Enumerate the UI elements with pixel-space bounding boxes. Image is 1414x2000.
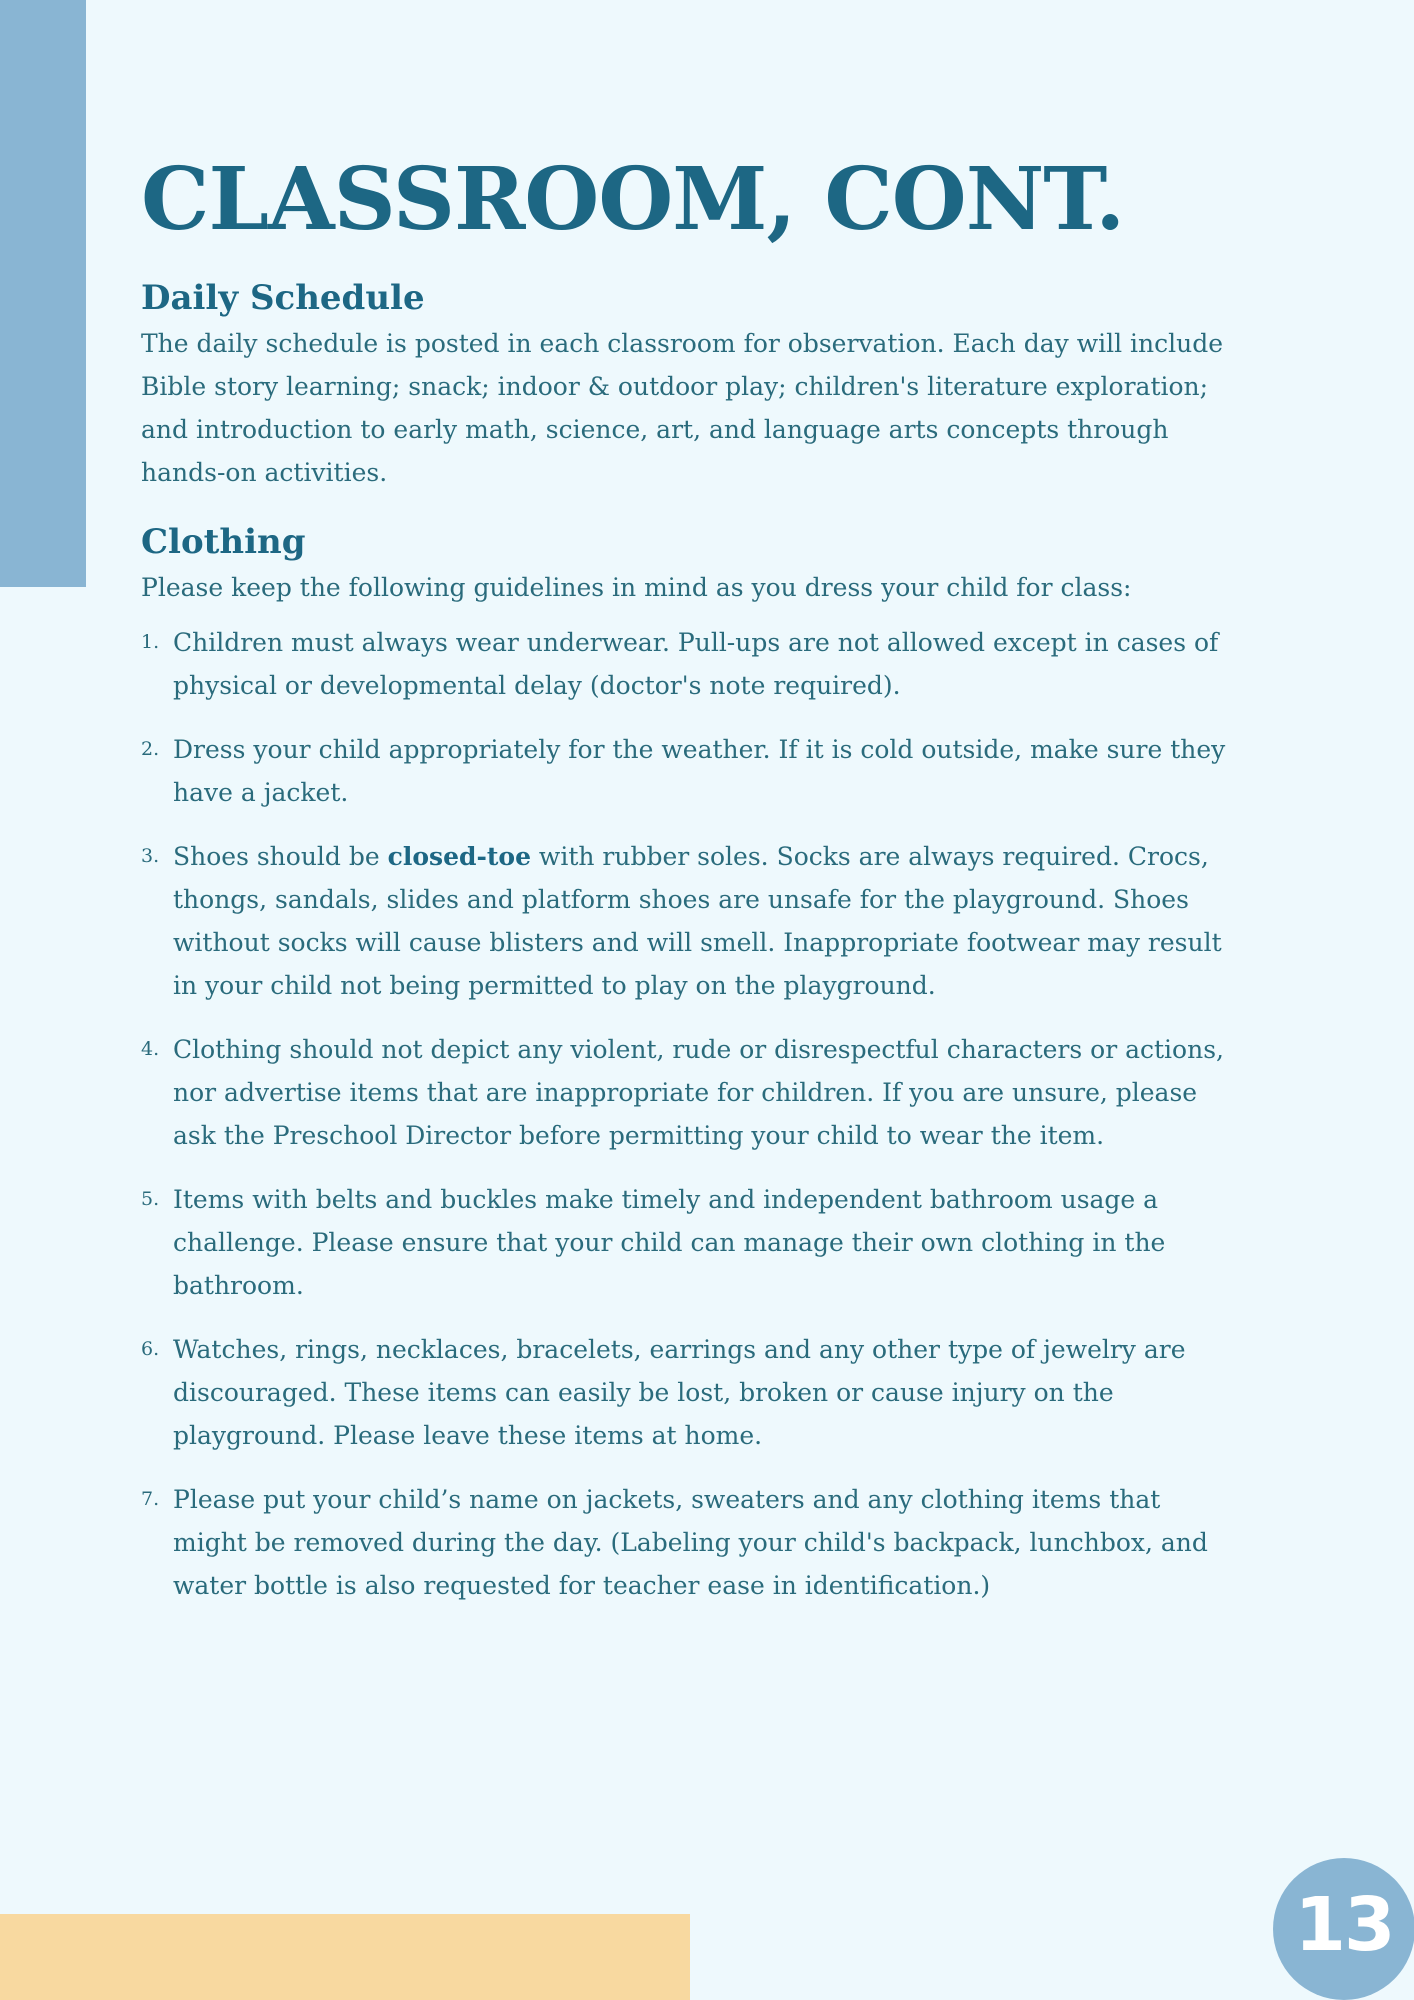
list-item-text-after: with rubber soles. Socks are always required. Crocs, thongs, sandals, slides and platform shoes are unsafe for the playground. Shoes without socks will cause blisters and will smell. Inappropriate footwear may result in your child not being permitted to play on the playground. <box>173 842 1222 1000</box>
list-item <box>141 1178 1241 1307</box>
list-item-number: 1. <box>141 631 160 653</box>
closed-toe-emphasis: closed-toe <box>387 842 531 871</box>
list-item-number: 5. <box>141 1188 160 1210</box>
list-item-text-before: Shoes should be <box>173 842 388 871</box>
list-item <box>141 1028 1241 1157</box>
list-item-text: Please put your child’s name on jackets, sweaters and any clothing items that might be removed during the day. (Labeling your child's backpack, lunchbox, and water bottle is also requested for teacher ease in identification.) <box>173 1485 1208 1600</box>
page-content <box>141 150 1241 1628</box>
clothing-section <box>141 520 1241 1607</box>
clothing-intro: Please keep the following guidelines in mind as you dress your child for class: <box>141 573 1132 602</box>
list-item-text: Watches, rings, necklaces, bracelets, earrings and any other type of jewelry are discouraged. These items can easily be lost, broken or cause injury on the playground. Please leave these items at home. <box>173 1335 1186 1450</box>
clothing-guidelines-list <box>141 621 1241 1607</box>
daily-schedule-section <box>141 276 1241 494</box>
list-item-text: Children must always wear underwear. Pull-ups are not allowed except in cases of physical or developmental delay (doctor's note required). <box>173 628 1219 700</box>
clothing-heading: Clothing <box>141 522 306 562</box>
daily-schedule-body: The daily schedule is posted in each classroom for observation. Each day will include Bible story learning; snack; indoor & outdoor play; children's literature exploration; and introduction to early math, science, art, and language arts concepts through hands-on activities. <box>141 329 1224 487</box>
daily-schedule-heading: Daily Schedule <box>141 278 425 318</box>
list-item <box>141 1478 1241 1607</box>
list-item-number: 3. <box>141 845 160 867</box>
list-item-text: Items with belts and buckles make timely and independent bathroom usage a challenge. Please ensure that your child can manage their own clothing in the bathroom. <box>173 1185 1166 1300</box>
decorative-side-bar <box>0 0 86 587</box>
decorative-bottom-bar <box>0 1914 690 2000</box>
list-item-text: Clothing should not depict any violent, rude or disrespectful characters or actions, nor advertise items that are inappropriate for children. If you are unsure, please ask the Preschool Director before permitting your child to wear the item. <box>173 1035 1224 1150</box>
list-item-number: 6. <box>141 1338 160 1360</box>
list-item <box>141 1328 1241 1457</box>
page-number-badge <box>1273 1858 1414 2000</box>
list-item <box>141 728 1241 814</box>
page-number: 13 <box>1294 1882 1394 1968</box>
list-item-number: 7. <box>141 1488 160 1510</box>
page-title: CLASSROOM, CONT. <box>141 149 1125 250</box>
list-item-number: 4. <box>141 1038 160 1060</box>
list-item <box>141 621 1241 707</box>
list-item-text: Dress your child appropriately for the weather. If it is cold outside, make sure they have a jacket. <box>173 735 1226 807</box>
list-item <box>141 835 1241 1007</box>
list-item-number: 2. <box>141 738 160 760</box>
